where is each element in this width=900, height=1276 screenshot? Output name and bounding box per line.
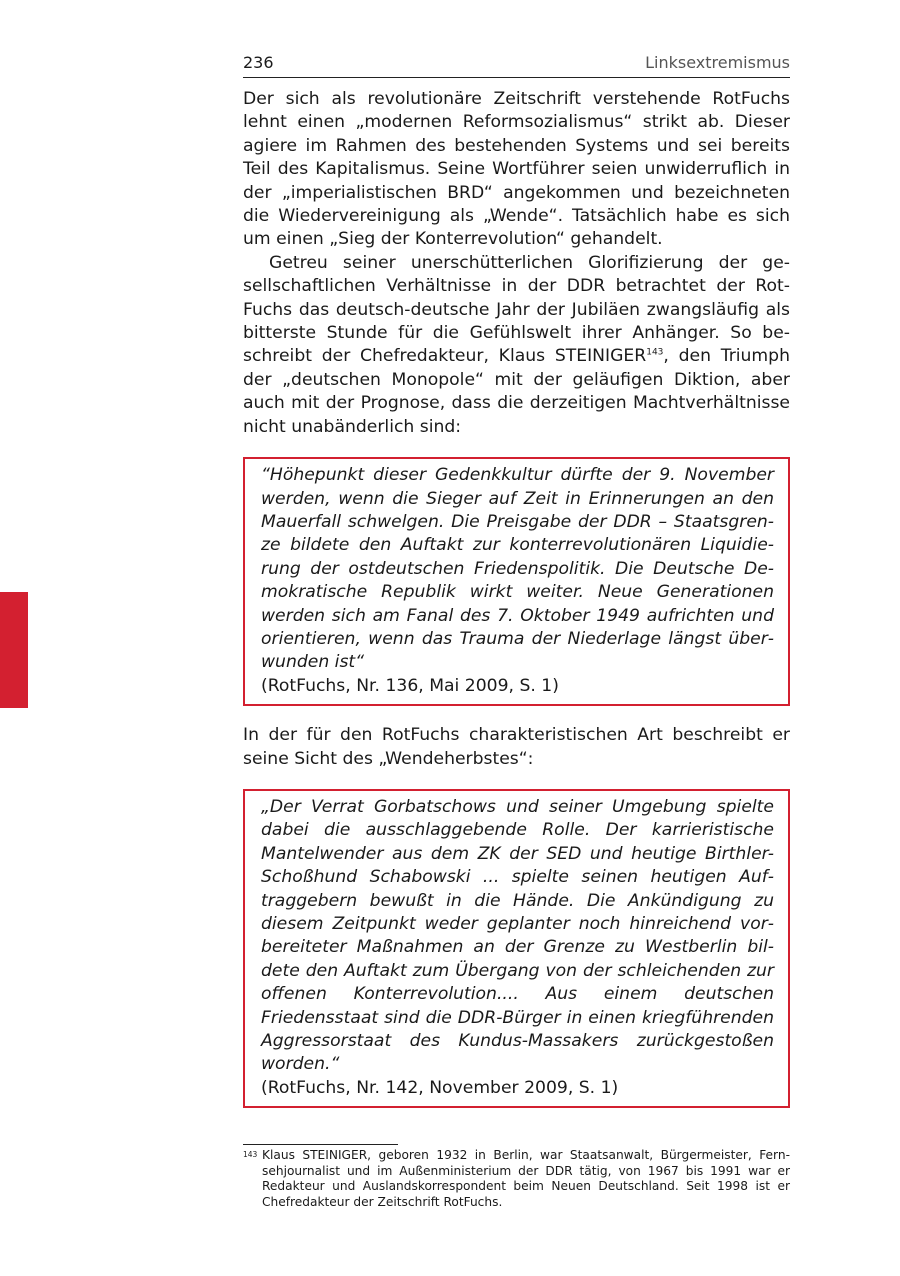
running-header [243, 52, 790, 78]
section-title: Linksextremismus [645, 53, 790, 72]
quote-1-text: “Höhepunkt dieser Gedenkkultur dürfte der 9. November werden, wenn die Sieger auf Zeit in Erinnerungen an den Mauerfall schwelgen. Die Preisgabe der DDR – Staatsgrenze bildete den Auftakt zur konterrevolutionären Liquidierung der ostdeutschen Friedenspolitik. Die Deutsche Demokratische Republik wirkt weiter. Neue Generationen werden sich am Fanal des 7. Oktober 1949 aufrichten und orientieren, wenn das Trauma der Niederlage längst überwunden ist“ [261, 465, 774, 673]
quote-2-text: „Der Verrat Gorbatschows und seiner Umgebung spielte dabei die ausschlaggebende Rolle. Der karrieristische Mantelwender aus dem ZK der SED und heutige Birthler-Schoßhund Schabowski ... spielte seinen heutigen Auftraggebern bewußt in die Hände. Die Ankündigung zu diesem Zeitpunkt weder geplanter noch hinreichend vorbereiteter Maßnahmen an der Grenze zu Westberlin bildete den Auftakt zum Übergang von der schleichenden zur offenen Konterrevolution.... Aus einem deutschen Friedensstaat sind die DDR-Bürger in einen kriegführenden Aggressorstaat des Kundus-Massakers zurückgestoßen worden.“ [261, 796, 774, 1075]
quote-box-1 [243, 457, 790, 706]
paragraph-2-text-before: Getreu seiner unerschütterlichen Glorifizierung der gesellschaftlichen Verhältnisse in der DDR betrachtet der RotFuchs das deutsch-deutsche Jahr der Jubiläen zwangsläufig als bitterste Stunde für die Gefühlswelt ihrer Anhänger. So beschreibt der Chefredakteur, Klaus STEINIGER [243, 252, 790, 367]
footnote [243, 1148, 790, 1210]
chapter-tab-marker [0, 592, 28, 708]
footnote-reference: 143 [646, 347, 664, 358]
footnote-number: 143 [243, 1150, 258, 1160]
quote-box-2 [243, 789, 790, 1108]
footnote-text: Klaus STEINIGER, geboren 1932 in Berlin, war Staatsanwalt, Bürgermeister, Fernsehjournalist und im Außenministerium der DDR tätig, von 1967 bis 1991 war er Redakteur und Auslandskorrespondent beim Neuen Deutschland. Seit 1998 ist er Chefredakteur der Zeitschrift RotFuchs. [262, 1148, 790, 1210]
footnote-divider [243, 1144, 398, 1145]
body-paragraph-2 [243, 252, 790, 439]
body-paragraph-3: In der für den RotFuchs charakteristischen Art beschreibt er seine Sicht des „Wendeherbstes“: [243, 725, 790, 769]
body-paragraph-1: Der sich als revolutionäre Zeitschrift verstehende RotFuchs lehnt einen „modernen Reformsozialismus“ strikt ab. Dieser agiere im Rahmen des bestehenden Systems und sei bereits Teil des Kapitalismus. Seine Wortführer seien unwiderruflich in der „imperialistischen BRD“ angekommen und bezeichneten die Wiedervereinigung als „Wende“. Tatsächlich habe es sich um einen „Sieg der Konterrevolution“ gehandelt. [243, 89, 790, 250]
quote-1-source: (RotFuchs, Nr. 136, Mai 2009, S. 1) [261, 675, 559, 696]
page-number: 236 [243, 53, 274, 72]
quote-2-source: (RotFuchs, Nr. 142, November 2009, S. 1) [261, 1077, 619, 1098]
paragraph-2-text-after: , den Triumph der „deutschen Monopole“ mit der geläufigen Diktion, aber auch mit der Prognose, dass die derzeitigen Machtverhältnisse nicht unabänderlich sind: [243, 346, 790, 437]
page-content [243, 52, 790, 1211]
